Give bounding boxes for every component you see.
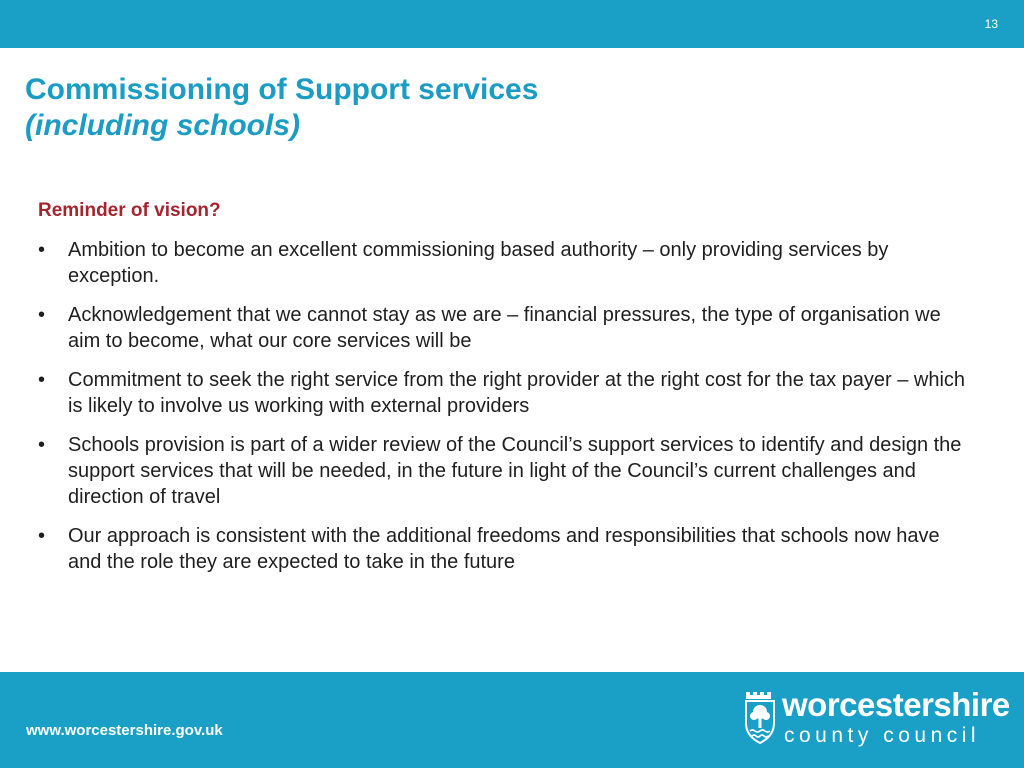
bullet-marker: • — [38, 369, 46, 391]
bullet-item — [38, 432, 968, 510]
bullet-item — [38, 237, 968, 289]
bullet-marker: • — [38, 304, 46, 326]
bullet-text: Acknowledgement that we cannot stay as we are – financial pressures, the type of organisation we aim to become, what our core services will be — [68, 304, 941, 352]
footer-url[interactable]: www.worcestershire.gov.uk — [26, 722, 223, 739]
bullet-item — [38, 302, 968, 354]
slide-number: 13 — [984, 17, 998, 31]
top-bar — [0, 0, 1024, 48]
bullet-text: Ambition to become an excellent commissioning based authority – only providing services by exception. — [68, 239, 889, 287]
council-logo — [742, 686, 1010, 760]
bullet-item — [38, 523, 968, 575]
logo-wordmark: worcestershire — [782, 686, 1010, 723]
bullet-text: Our approach is consistent with the additional freedoms and responsibilities that schools now have and the role they are expected to take in the future — [68, 525, 940, 573]
bullet-marker: • — [38, 239, 46, 261]
footer-bar — [0, 672, 1024, 768]
logo-subtitle: county council — [784, 724, 981, 747]
slide-title-sub: (including schools) — [25, 109, 300, 142]
slide-title — [25, 72, 538, 144]
section-heading: Reminder of vision? — [38, 200, 221, 221]
slide-content — [38, 200, 968, 588]
worcestershire-crest-icon — [742, 690, 778, 750]
bullet-item — [38, 367, 968, 419]
bullet-text: Schools provision is part of a wider review of the Council’s support services to identify and design the support services that will be needed, in the future in light of the Council’s current challenges and direction of travel — [68, 434, 962, 508]
bullet-list — [38, 237, 968, 575]
slide-title-main: Commissioning of Support services — [25, 73, 539, 106]
bullet-marker: • — [38, 525, 46, 547]
bullet-text: Commitment to seek the right service from the right provider at the right cost for the tax payer – which is likely to involve us working with external providers — [68, 369, 966, 417]
bullet-marker: • — [38, 434, 46, 456]
